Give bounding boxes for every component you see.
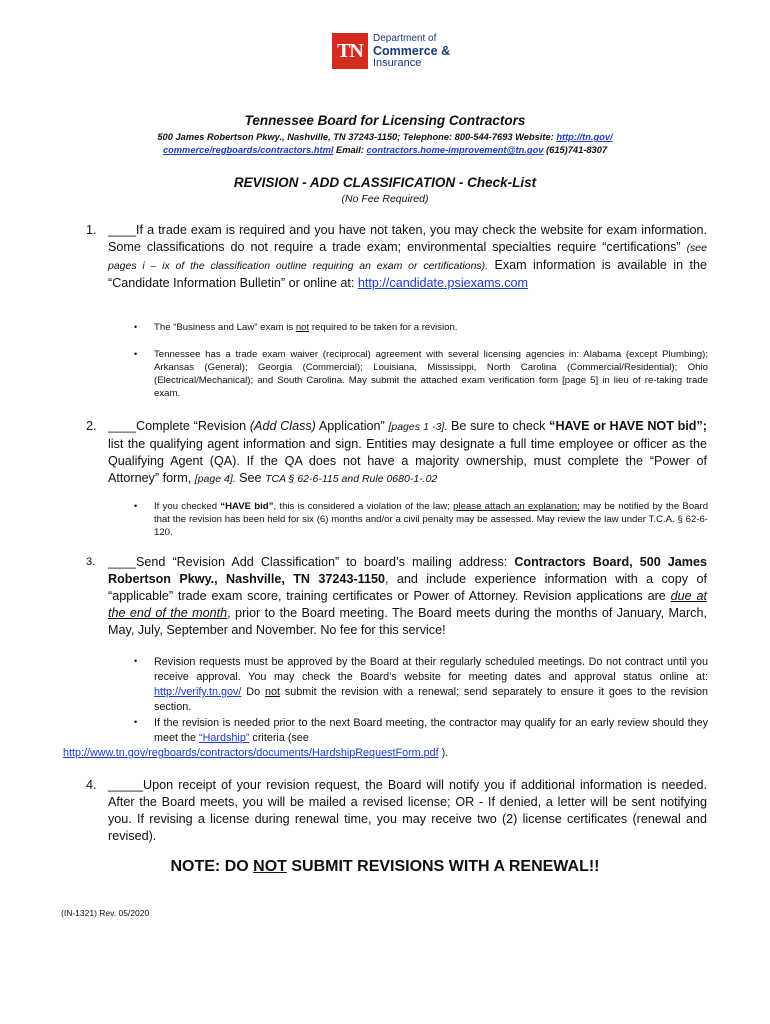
item-2-bullet-1: If you checked “HAVE bid”, this is considered a violation of the law; please attach an explanation; may be notified by the Board that the revision has been held for six (6) months and/or a civil penalty may be assessed. May review the law under T.C.A. § 62-6-120. (154, 501, 709, 538)
item-3-bullet-2: If the revision is needed prior to the next Board meeting, the contractor may qualify for an early review should they meet the “Hardship” criteria (see (154, 717, 708, 744)
item-1-text: ____If a trade exam is required and you have not taken, you may check the website for exam information. Some classifications do not require a trade exam; environmental specialties require “certifications” (see pages i – ix of the classification outline requiring an exam or certifications). Exam information is available in the “Candidate Information Bulletin” or online at: http://candidate.psiexams.com (108, 223, 707, 290)
hardship-form-link[interactable]: http://www.tn.gov/regboards/contractors/documents/HardshipRequestForm.pdf (63, 747, 439, 759)
document-title: REVISION - ADD CLASSIFICATION - Check-List (233, 175, 537, 190)
item-1-number: 1. (86, 223, 97, 237)
email-link[interactable]: contractors.home-improvement@tn.gov (366, 145, 544, 155)
tn-commerce-logo (332, 33, 450, 69)
item-2-text: ____Complete “Revision (Add Class) Application” [pages 1 -3]. Be sure to check “HAVE or HAVE NOT bid”; list the qualifying agent information and sign. Entities may designate a full time employee or officer as the Qualifying Agent (QA). If the QA does not have a majority ownership, must complete the “Power of Attorney” form, [page 4]. See TCA § 62-6-115 and Rule 0680-1-.02 (108, 419, 707, 485)
bullet-icon: • (134, 322, 138, 332)
website-link-cont[interactable]: commerce/regboards/contractors.html (162, 145, 334, 155)
bullet-icon: • (134, 501, 138, 511)
psi-exams-link[interactable]: http://candidate.psiexams.com (357, 276, 529, 290)
bullet-icon: • (134, 656, 138, 666)
verify-tn-link[interactable]: http://verify.tn.gov/ (154, 686, 242, 698)
logo-line-3: Insurance (373, 57, 422, 69)
renewal-warning-note: NOTE: DO NOT SUBMIT REVISIONS WITH A RENEWAL!! (170, 858, 600, 875)
board-address: 500 James Robertson Pkwy., Nashville, TN 37243-1150; Telephone: 800-544-7693 Website: http://tn.gov/ commerce/regboards/contractors.html Email: contractors.home-improvement@tn.gov (615)741-8307 (157, 132, 613, 155)
logo-line-1: Department of (373, 33, 437, 44)
item-4-number: 4. (86, 778, 97, 792)
item-3-text: ____Send “Revision Add Classification” to board’s mailing address: Contractors Board, 500 James Robertson Pkwy., Nashville, TN 37243-1150, and include experience information with a copy of “applicable” trade exam score, training certificates or Power of Attorney. Revision applications are due at the end of the month, prior to the Board meeting. The Board meets during the months of January, March, May, July, September and November. No fee for this service! (108, 555, 708, 637)
bullet-icon: • (134, 349, 138, 359)
form-revision-footer: (IN-1321) Rev. 05/2020 (61, 908, 150, 918)
item-1-bullet-2: Tennessee has a trade exam waiver (reciprocal) agreement with several licensing agencies in: Alabama (except Plumbing); Arkansas (General); Georgia (Commercial); Louisiana, Mississippi, North Carolina (Commercial/Residential); Ohio (Electrical/Mechanical); and South Carolina. May submit the attached exam verification form [page 5] in lieu of re-taking trade exam. (154, 349, 708, 399)
board-title: Tennessee Board for Licensing Contractors (244, 113, 526, 128)
tn-logo-mark: TN (332, 33, 368, 69)
logo-line-2: Commerce & (373, 44, 451, 58)
item-1-bullet-1: The “Business and Law” exam is not required to be taken for a revision. (154, 322, 458, 333)
hardship-url-line: http://www.tn.gov/regboards/contractors/documents/HardshipRequestForm.pdf ). (63, 747, 449, 759)
no-fee-note: (No Fee Required) (341, 193, 429, 205)
bullet-icon: • (134, 717, 138, 727)
item-3-bullet-1: Revision requests must be approved by the Board at their regularly scheduled meetings. Do not contract until you receive approval. You may check the Board’s website for meeting dates and approval status online at: http://verify.tn.gov/ Do not submit the revision with a renewal; send separately to ensure it goes to the revision section. (154, 656, 709, 713)
website-link[interactable]: http://tn.gov/ (556, 132, 613, 142)
hardship-link[interactable]: “Hardship” (199, 732, 250, 744)
item-4-text: _____Upon receipt of your revision request, the Board will notify you if additional information is needed. After the Board meets, you will be mailed a revised license; OR - If denied, a letter will be sent notifying you. If revising a license during renewal time, you may receive two (2) license certificates (renewal and revised). (108, 778, 707, 843)
item-3-number: 3. (86, 556, 96, 568)
item-2-number: 2. (86, 419, 97, 433)
